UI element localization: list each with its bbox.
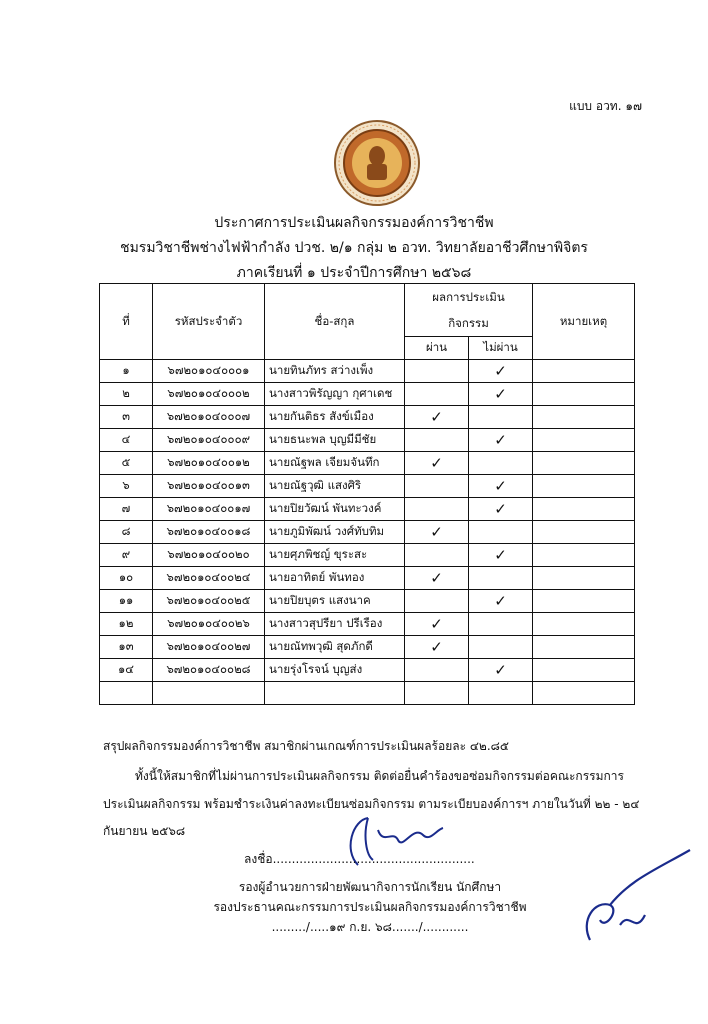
row-pass-check: ✓ — [405, 567, 469, 590]
row-no: ๕ — [100, 452, 153, 475]
row-name: นายปิยวัฒน์ พันทะวงค์ — [265, 498, 405, 521]
header-name: ชื่อ-สกุล — [265, 284, 405, 360]
row-name: นายรุ่งโรจน์ บุญส่ง — [265, 659, 405, 682]
row-remarks — [533, 613, 635, 636]
table-row — [100, 682, 635, 705]
sign-line: ลงชื่อ..................................................... — [244, 852, 475, 866]
header-result-line2: กิจกรรม — [448, 316, 489, 330]
header-no: ที่ — [100, 284, 153, 360]
row-no: ๓ — [100, 406, 153, 429]
table-header-row — [100, 284, 635, 337]
form-code: แบบ อวท. ๑๗ — [569, 99, 642, 113]
row-fail-check — [469, 521, 533, 544]
row-student-id: ๖๗๒๐๑๐๔๐๐๒๕ — [153, 590, 265, 613]
row-student-id: ๖๗๒๐๑๐๔๐๐๐๗ — [153, 406, 265, 429]
row-name: นายณัฐพล เจียมจันทึก — [265, 452, 405, 475]
table-row — [100, 406, 635, 429]
header-result-line1: ผลการประเมิน — [432, 290, 505, 304]
row-remarks — [533, 429, 635, 452]
table-row — [100, 383, 635, 406]
table-row — [100, 475, 635, 498]
row-no: ๑๐ — [100, 567, 153, 590]
row-remarks — [533, 475, 635, 498]
notice-line-2: ประเมินผลกิจกรรม พร้อมชำระเงินค่าลงทะเบียนซ่อมกิจกรรม ตามระเบียบองค์การฯ ภายในวันที่ ๒๒ - ๒๔ — [103, 797, 640, 811]
evaluation-table — [99, 283, 635, 705]
row-no: ๖ — [100, 475, 153, 498]
row-student-id: ๖๗๒๐๑๐๔๐๐๐๒ — [153, 383, 265, 406]
row-student-id: ๖๗๒๐๑๐๔๐๐๑๘ — [153, 521, 265, 544]
row-name: นางสาวพิรัญญา กุศาเดช — [265, 383, 405, 406]
row-fail-check: ✓ — [469, 475, 533, 498]
row-student-id: ๖๗๒๐๑๐๔๐๐๒๖ — [153, 613, 265, 636]
row-student-id: ๖๗๒๐๑๐๔๐๐๒๔ — [153, 567, 265, 590]
row-pass-check — [405, 590, 469, 613]
row-no: ๔ — [100, 429, 153, 452]
row-pass-check — [405, 544, 469, 567]
row-fail-check — [469, 567, 533, 590]
page-title: ประกาศการประเมินผลกิจกรรมองค์การวิชาชีพ — [214, 215, 494, 231]
row-name: นายทินภัทร สว่างเพ็ง — [265, 360, 405, 383]
row-name: นายภูมิพัฒน์ วงศ์ทับทิม — [265, 521, 405, 544]
row-remarks — [533, 567, 635, 590]
header-remarks: หมายเหตุ — [533, 284, 635, 360]
row-fail-check — [469, 636, 533, 659]
notice-line-3: กันยายน ๒๕๖๘ — [103, 824, 186, 838]
row-remarks — [533, 636, 635, 659]
sign-date: ........./.....๑๙ ก.ย. ๖๘......./............ — [271, 920, 469, 934]
row-pass-check — [405, 429, 469, 452]
row-fail-check — [469, 613, 533, 636]
row-name: นายธนะพล บุญมีมีชัย — [265, 429, 405, 452]
row-pass-check — [405, 475, 469, 498]
row-student-id: ๖๗๒๐๑๐๔๐๐๒๗ — [153, 636, 265, 659]
row-name: นายกันติธร สังข์เมือง — [265, 406, 405, 429]
row-pass-check — [405, 360, 469, 383]
page-subtitle: ชมรมวิชาชีพช่างไฟฟ้ากำลัง ปวช. ๒/๑ กลุ่ม ๒ อวท. วิทยาลัยอาชีวศึกษาพิจิตร — [120, 240, 588, 256]
row-student-id: ๖๗๒๐๑๐๔๐๐๒๐ — [153, 544, 265, 567]
table-row — [100, 429, 635, 452]
row-remarks — [533, 360, 635, 383]
row-no: ๑ — [100, 360, 153, 383]
row-no: ๑๓ — [100, 636, 153, 659]
signer-position-1: รองผู้อำนวยการฝ่ายพัฒนากิจการนักเรียน นักศึกษา — [238, 880, 502, 894]
row-name: นายปิยบุตร แสงนาค — [265, 590, 405, 613]
row-name: นายณัทพวุฒิ สุดภักดี — [265, 636, 405, 659]
row-remarks — [533, 682, 635, 705]
row-remarks — [533, 406, 635, 429]
row-remarks — [533, 521, 635, 544]
header-student-id: รหัสประจำตัว — [153, 284, 265, 360]
row-name — [265, 682, 405, 705]
row-no: ๑๒ — [100, 613, 153, 636]
row-student-id: ๖๗๒๐๑๐๔๐๐๒๘ — [153, 659, 265, 682]
row-pass-check — [405, 682, 469, 705]
row-name: นายศุภพิชญ์ ขุระสะ — [265, 544, 405, 567]
row-fail-check — [469, 682, 533, 705]
row-name: นายอาทิตย์ พันทอง — [265, 567, 405, 590]
row-name: นางสาวสุปรียา ปรีเรือง — [265, 613, 405, 636]
semester-line: ภาคเรียนที่ ๑ ประจำปีการศึกษา ๒๕๖๘ — [236, 265, 472, 281]
row-remarks — [533, 452, 635, 475]
row-pass-check: ✓ — [405, 636, 469, 659]
row-no — [100, 682, 153, 705]
row-pass-check — [405, 383, 469, 406]
notice-line-1: ทั้งนี้ให้สมาชิกที่ไม่ผ่านการประเมินผลกิจกรรม ติดต่อยื่นคำร้องขอซ่อมกิจกรรมต่อคณะกรรมการ — [135, 769, 624, 783]
row-no: ๘ — [100, 521, 153, 544]
row-fail-check: ✓ — [469, 383, 533, 406]
header-result — [405, 284, 533, 337]
row-no: ๑๔ — [100, 659, 153, 682]
row-no: ๒ — [100, 383, 153, 406]
row-student-id: ๖๗๒๐๑๐๔๐๐๑๓ — [153, 475, 265, 498]
row-pass-check: ✓ — [405, 406, 469, 429]
row-name: นายณัฐวุฒิ แสงศิริ — [265, 475, 405, 498]
row-fail-check: ✓ — [469, 360, 533, 383]
row-fail-check — [469, 452, 533, 475]
row-fail-check: ✓ — [469, 659, 533, 682]
row-fail-check: ✓ — [469, 429, 533, 452]
table-row — [100, 521, 635, 544]
approval-signature-icon — [560, 840, 700, 950]
row-no: ๗ — [100, 498, 153, 521]
row-fail-check — [469, 406, 533, 429]
header-fail: ไม่ผ่าน — [469, 337, 533, 360]
row-pass-check — [405, 659, 469, 682]
row-no: ๑๑ — [100, 590, 153, 613]
signer-position-2: รองประธานคณะกรรมการประเมินผลกิจกรรมองค์การวิชาชีพ — [213, 900, 527, 914]
row-remarks — [533, 590, 635, 613]
table-row — [100, 613, 635, 636]
row-pass-check: ✓ — [405, 521, 469, 544]
row-student-id: ๖๗๒๐๑๐๔๐๐๑๒ — [153, 452, 265, 475]
row-remarks — [533, 383, 635, 406]
table-row — [100, 452, 635, 475]
row-pass-check: ✓ — [405, 613, 469, 636]
table-row — [100, 544, 635, 567]
row-remarks — [533, 659, 635, 682]
row-fail-check: ✓ — [469, 544, 533, 567]
summary-text: สรุปผลกิจกรรมองค์การวิชาชีพ สมาชิกผ่านเกณฑ์การประเมินผลร้อยละ ๔๒.๘๕ — [103, 739, 509, 753]
table-row — [100, 659, 635, 682]
row-student-id — [153, 682, 265, 705]
row-student-id: ๖๗๒๐๑๐๔๐๐๐๑ — [153, 360, 265, 383]
table-row — [100, 498, 635, 521]
row-remarks — [533, 544, 635, 567]
header-pass: ผ่าน — [405, 337, 469, 360]
table-row — [100, 360, 635, 383]
table-row — [100, 636, 635, 659]
table-row — [100, 590, 635, 613]
row-pass-check: ✓ — [405, 452, 469, 475]
row-student-id: ๖๗๒๐๑๐๔๐๐๑๗ — [153, 498, 265, 521]
organization-seal-icon — [334, 120, 420, 206]
row-fail-check: ✓ — [469, 498, 533, 521]
row-remarks — [533, 498, 635, 521]
row-no: ๙ — [100, 544, 153, 567]
table-row — [100, 567, 635, 590]
row-student-id: ๖๗๒๐๑๐๔๐๐๐๙ — [153, 429, 265, 452]
row-fail-check: ✓ — [469, 590, 533, 613]
row-pass-check — [405, 498, 469, 521]
